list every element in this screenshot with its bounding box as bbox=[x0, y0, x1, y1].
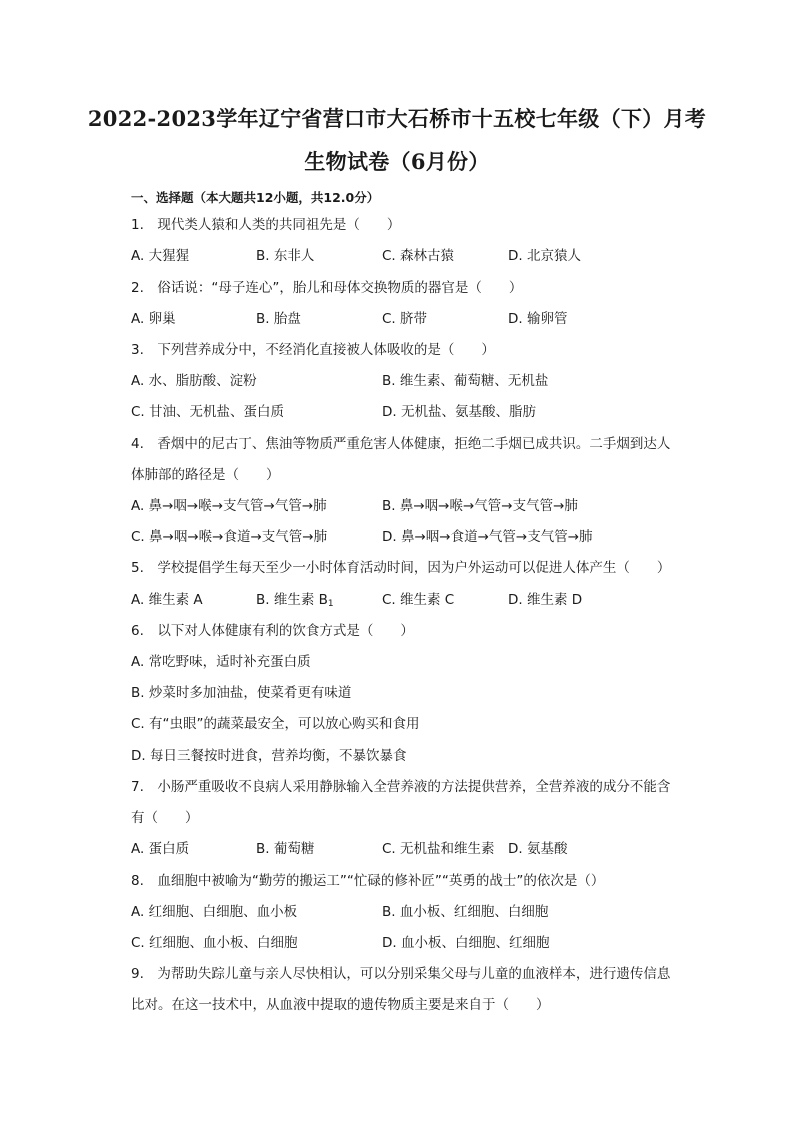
q8-option-c: C. 红细胞、血小板、白细胞 bbox=[131, 935, 298, 951]
q1-option-d: D. 北京猿人 bbox=[508, 248, 581, 264]
question-4-stem: 4. 香烟中的尼古丁、焦油等物质严重危害人体健康，拒绝二手烟已成共识。二手烟到达人 bbox=[131, 436, 671, 452]
q6-option-d: D. 每日三餐按时进食，营养均衡，不暴饮暴食 bbox=[131, 748, 407, 764]
question-4-stem-cont: 体肺部的路径是（ ） bbox=[131, 467, 280, 483]
q1-option-b: B. 东非人 bbox=[256, 248, 315, 264]
q5-option-c: C. 维生素 C bbox=[382, 592, 455, 608]
q2-option-b: B. 胎盘 bbox=[256, 311, 301, 327]
q8-option-b: B. 血小板、红细胞、白细胞 bbox=[382, 904, 549, 920]
question-3-stem: 3. 下列营养成分中，不经消化直接被人体吸收的是（ ） bbox=[131, 342, 495, 358]
question-9-stem: 9. 为帮助失踪儿童与亲人尽快相认，可以分别采集父母与儿童的血液样本，进行遗传信息 bbox=[131, 966, 671, 982]
q5-option-d: D. 维生素 D bbox=[508, 592, 583, 608]
q4-option-c: C. 鼻→咽→喉→食道→支气管→肺 bbox=[131, 529, 328, 545]
q3-option-c: C. 甘油、无机盐、蛋白质 bbox=[131, 404, 285, 420]
q5-option-b-subscript: 1 bbox=[327, 599, 334, 609]
question-8-stem: 8. 血细胞中被喻为“勤劳的搬运工”“忙碌的修补匠”“英勇的战士”的依次是（） bbox=[131, 873, 605, 889]
section-heading: 一、选择题（本大题共12小题，共12.0分） bbox=[131, 190, 380, 205]
q4-option-a: A. 鼻→咽→喉→支气管→气管→肺 bbox=[131, 498, 327, 514]
question-7-stem-cont: 有（ ） bbox=[131, 810, 199, 826]
q3-option-d: D. 无机盐、氨基酸、脂肪 bbox=[382, 404, 536, 420]
q1-option-c: C. 森林古猿 bbox=[382, 248, 455, 264]
q3-option-a: A. 水、脂肪酸、淀粉 bbox=[131, 373, 257, 389]
q5-option-b-text: B. 维生素 B bbox=[256, 592, 328, 608]
q8-option-d: D. 血小板、白细胞、红细胞 bbox=[382, 935, 550, 951]
q7-option-c: C. 无机盐和维生素 bbox=[382, 841, 495, 857]
q6-option-b: B. 炒菜时多加油盐，使菜肴更有味道 bbox=[131, 685, 352, 701]
q2-option-c: C. 脐带 bbox=[382, 311, 428, 327]
q6-option-a: A. 常吃野味，适时补充蛋白质 bbox=[131, 654, 311, 670]
q7-option-b: B. 葡萄糖 bbox=[256, 841, 315, 857]
question-6-stem: 6. 以下对人体健康有利的饮食方式是（ ） bbox=[131, 623, 414, 639]
question-7-stem: 7. 小肠严重吸收不良病人采用静脉输入全营养液的方法提供营养，全营养液的成分不能含 bbox=[131, 779, 671, 795]
question-1-stem: 1. 现代类人猿和人类的共同祖先是（ ） bbox=[131, 217, 401, 233]
q1-option-a: A. 大猩猩 bbox=[131, 248, 190, 264]
question-2-stem: 2. 俗话说：“母子连心”，胎儿和母体交换物质的器官是（ ） bbox=[131, 280, 523, 296]
q5-option-b bbox=[256, 594, 334, 609]
q2-option-a: A. 卵巢 bbox=[131, 311, 176, 327]
exam-title-line-1: 2022-2023学年辽宁省营口市大石桥市十五校七年级（下）月考 bbox=[87, 106, 707, 131]
q7-option-a: A. 蛋白质 bbox=[131, 841, 190, 857]
q2-option-d: D. 输卵管 bbox=[508, 311, 568, 327]
question-5-stem: 5. 学校提倡学生每天至少一小时体育活动时间，因为户外运动可以促进人体产生（ ） bbox=[131, 560, 671, 576]
exam-title-line-2: 生物试卷（6月份） bbox=[304, 149, 490, 174]
q7-option-d: D. 氨基酸 bbox=[508, 841, 568, 857]
q5-option-a: A. 维生素 A bbox=[131, 592, 203, 608]
q4-option-d: D. 鼻→咽→食道→气管→支气管→肺 bbox=[382, 529, 593, 545]
q6-option-c: C. 有“虫眼”的蔬菜最安全，可以放心购买和食用 bbox=[131, 716, 420, 732]
question-9-stem-cont: 比对。在这一技术中，从血液中提取的遗传物质主要是来自于（ ） bbox=[131, 997, 550, 1013]
q8-option-a: A. 红细胞、白细胞、血小板 bbox=[131, 904, 298, 920]
q3-option-b: B. 维生素、葡萄糖、无机盐 bbox=[382, 373, 549, 389]
q4-option-b: B. 鼻→咽→喉→气管→支气管→肺 bbox=[382, 498, 578, 514]
